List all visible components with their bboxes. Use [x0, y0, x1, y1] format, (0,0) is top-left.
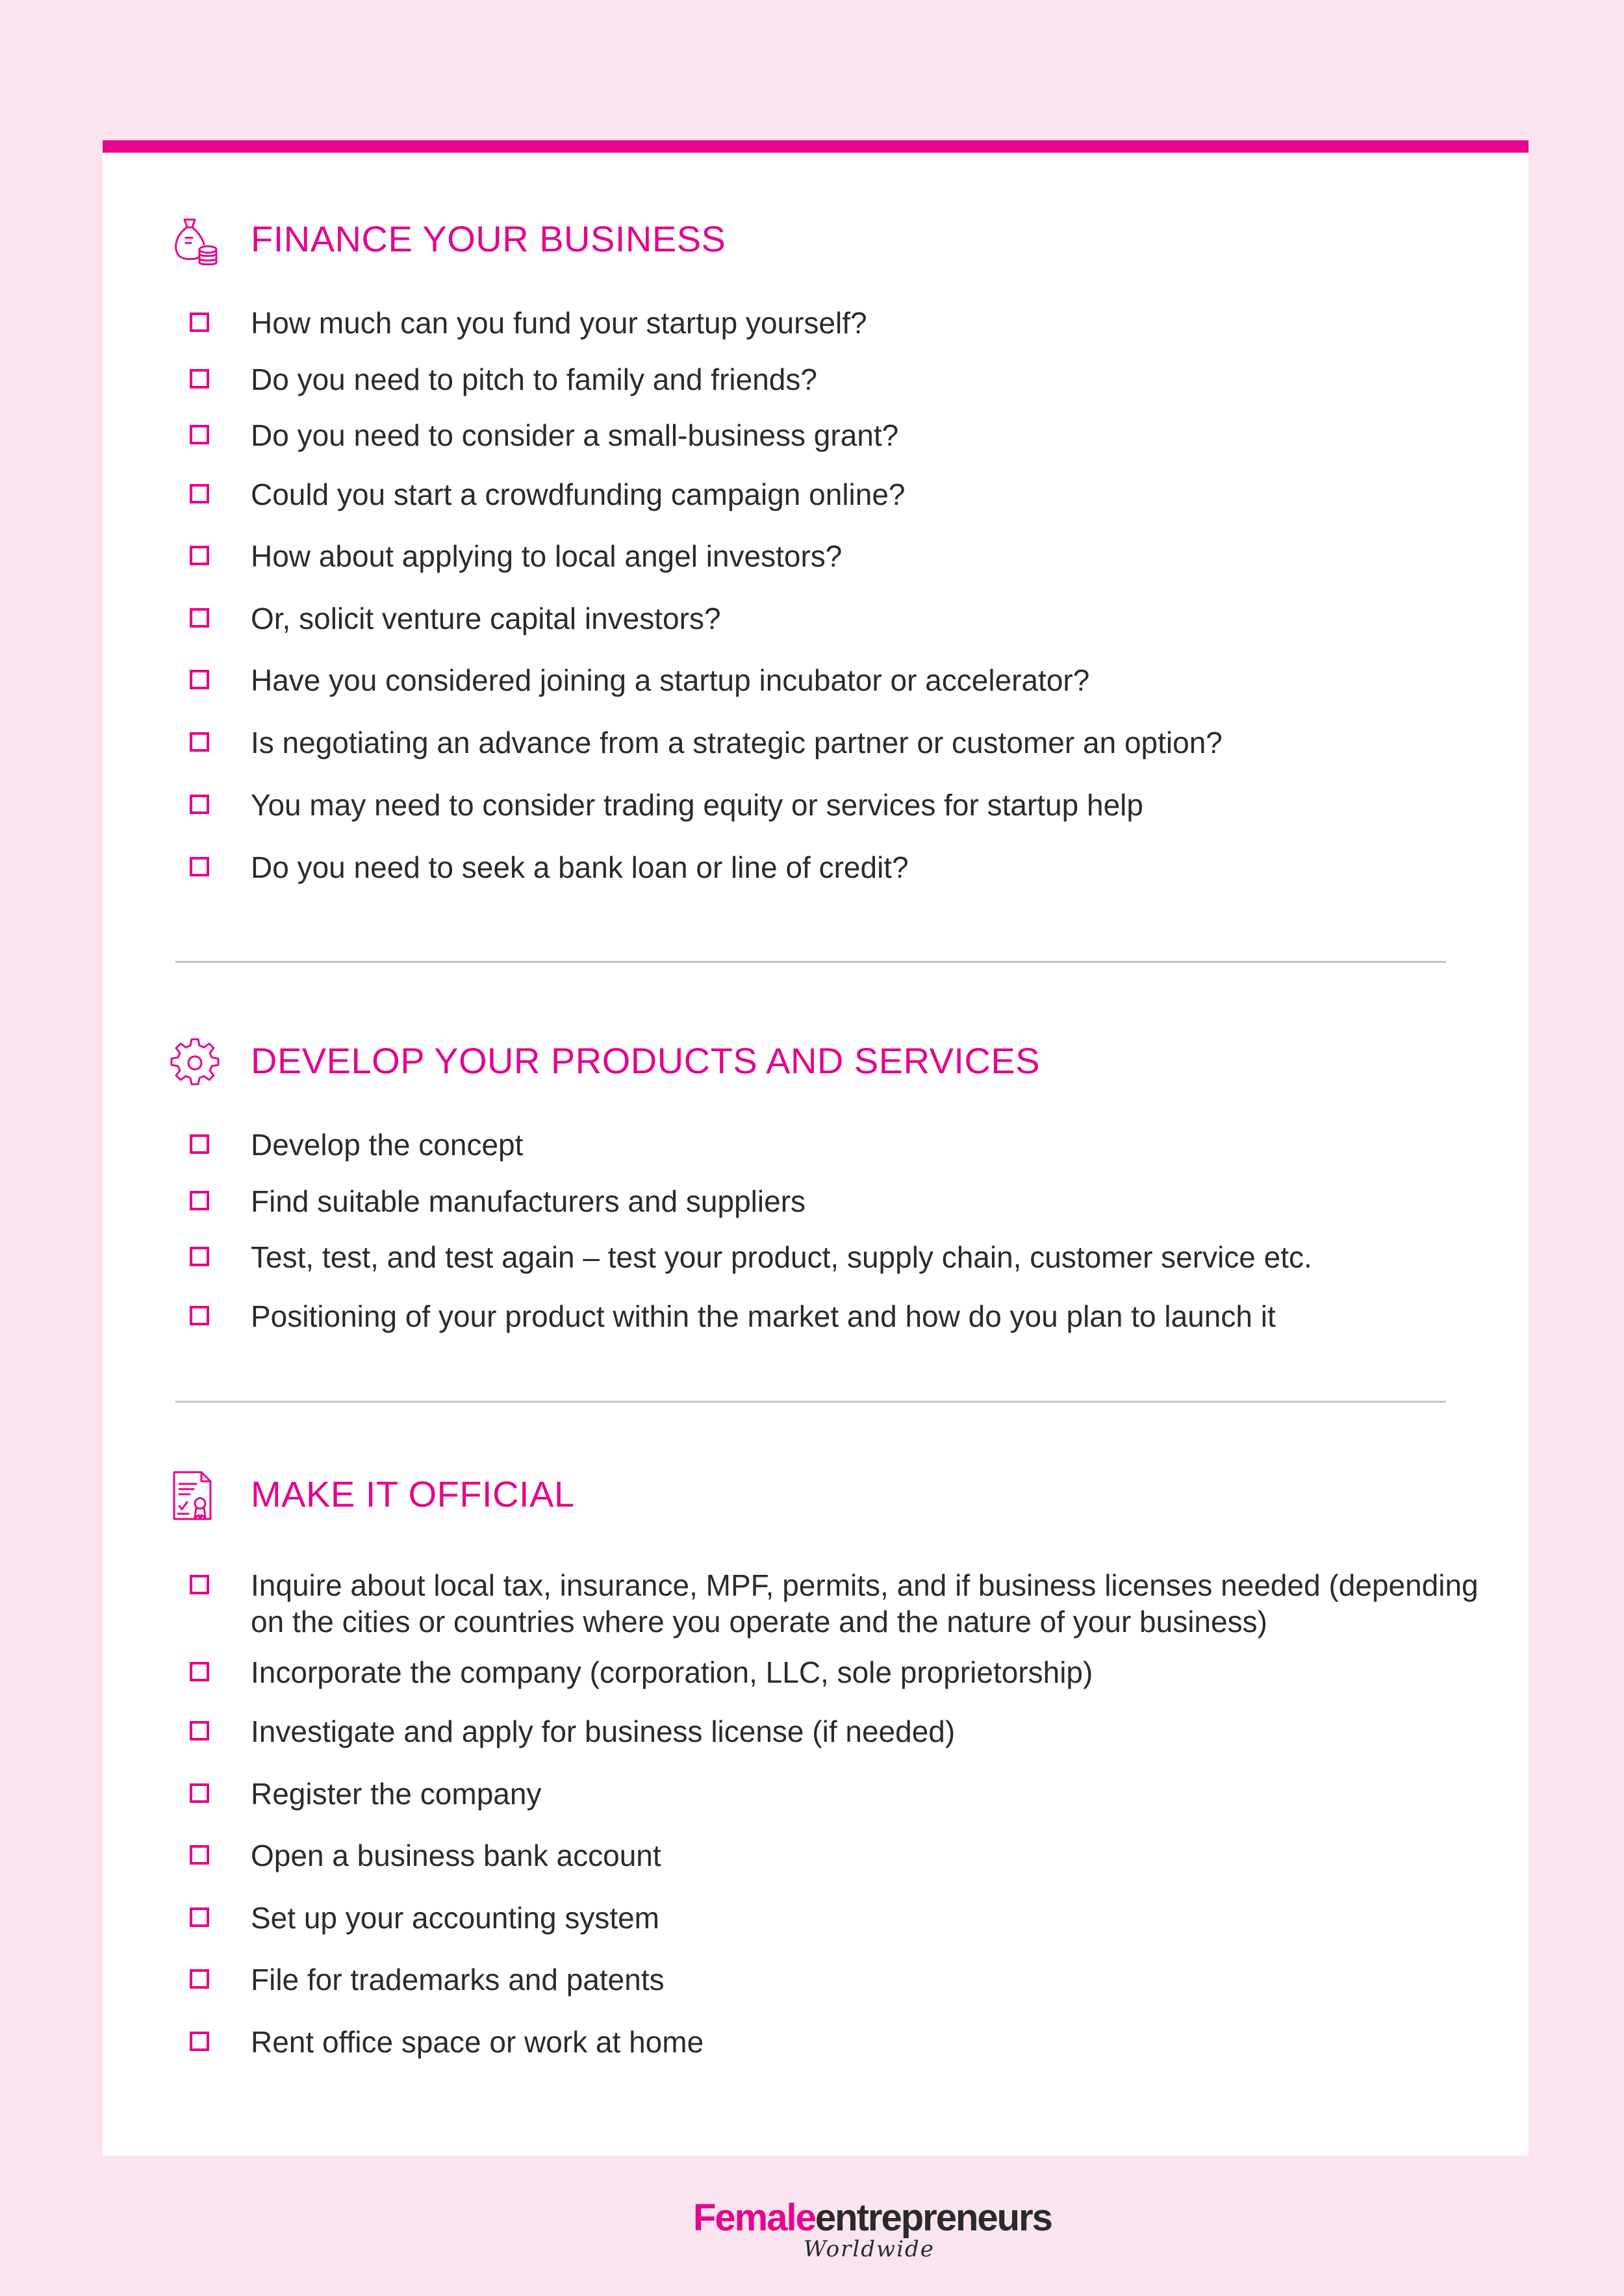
section-title-finance: FINANCE YOUR BUSINESS [251, 218, 726, 259]
checkbox[interactable] [190, 608, 209, 628]
checkbox[interactable] [190, 670, 209, 689]
certificate-document-icon [170, 1470, 220, 1522]
logo-entrepreneurs-text: entrepreneurs [815, 2197, 1052, 2239]
checkbox[interactable] [190, 1575, 209, 1594]
checkbox[interactable] [190, 313, 209, 332]
checkbox[interactable] [190, 2032, 209, 2051]
top-accent-bar [103, 140, 1529, 153]
checkbox[interactable] [190, 732, 209, 752]
checkbox[interactable] [190, 369, 209, 389]
checkbox[interactable] [190, 1969, 209, 1989]
section-title-develop: DEVELOP YOUR PRODUCTS AND SERVICES [251, 1040, 1041, 1081]
checkbox[interactable] [190, 1907, 209, 1927]
money-bag-coins-icon [170, 216, 220, 268]
checkbox[interactable] [190, 1134, 209, 1154]
checkbox[interactable] [190, 1662, 209, 1681]
checkbox[interactable] [190, 1247, 209, 1266]
checkbox[interactable] [190, 857, 209, 876]
checkbox[interactable] [190, 1721, 209, 1741]
logo-female-text: Female [693, 2197, 815, 2239]
checkbox[interactable] [190, 425, 209, 444]
checkbox[interactable] [190, 795, 209, 814]
checkbox[interactable] [190, 484, 209, 504]
checkbox[interactable] [190, 546, 209, 565]
checklist-card: FINANCE YOUR BUSINESS How much can you fund your startup yourself? Do you need to pitch to family and friends? Do you need to consider a small-business grant? Could you start a crowdfunding campaign online? How about applying to local angel investors? Or, solicit venture capital investors? Have you considered joining a startup incubator or accelerator? Is negotiating an advance from a strategic partner or customer an option? You may need to consider trading equity or services for startup help Do you need to seek a bank loan or line of credit? DEVELOP YOUR PRODUCTS AND SERVICES Develop the concept Find suitable manufacturers and suppliers Test, test, and test again – test your product, supply chain, customer service etc. Positioning of your product within the market and how do you plan to launch it MAKE IT OFFICIAL Inquire about local tax, insurance, MPF, permits, and if business licenses needed (depending on the cities or countries where you operate and the nature of your business) Incorporate the company (corporation, LLC, sole proprietorship) Investigate and apply for business license (if needed) Register the company Open a business bank account Set up your accounting system File for trademarks and patents Rent office space or work at home [103, 140, 1529, 2156]
checkbox[interactable] [190, 1845, 209, 1865]
checkbox[interactable] [190, 1191, 209, 1210]
section-divider [175, 961, 1446, 963]
checkbox[interactable] [190, 1306, 209, 1325]
section-title-official: MAKE IT OFFICIAL [251, 1473, 575, 1514]
checkbox[interactable] [190, 1783, 209, 1803]
gear-icon [170, 1037, 220, 1089]
brand-logo [693, 2197, 1052, 2264]
logo-worldwide-text: Worldwide [804, 2236, 935, 2262]
section-divider [175, 1401, 1446, 1403]
